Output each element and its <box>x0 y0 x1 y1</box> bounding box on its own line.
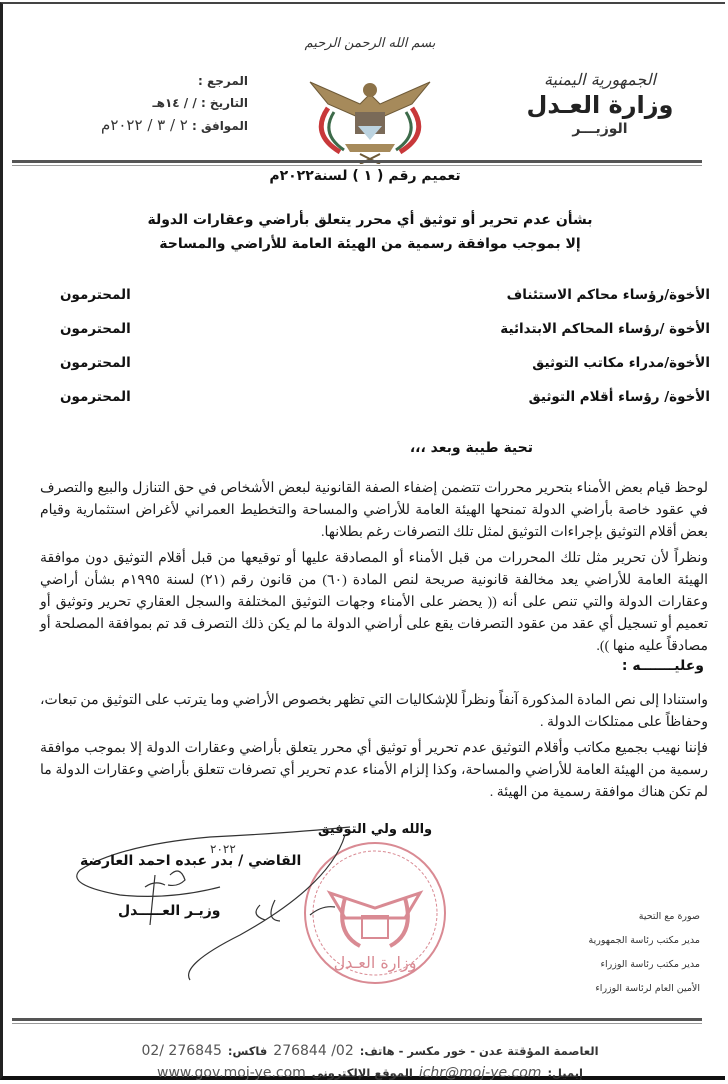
footer-fax: 02/ 276845 <box>141 1043 222 1059</box>
body-paragraph: لوحظ قيام بعض الأمناء بتحرير محررات تتضمن إضفاء الصفة القانونية لبعض الأشخاص في حق التنازل والبيع والتصرف في عقود خاصة بأراضي الدولة تمنحها الهيئة العامة للأراضي والمساحة والتخطيط العمراني لأغراض استثمارية وقيام بعض أقلام التوثيق بإجراءات التوثيق لمثل تلك التصرفات رغم بطلانها. <box>40 481 708 540</box>
honorific: المحترمون <box>60 389 131 405</box>
footer-fax-label: فاكس: <box>227 1044 268 1058</box>
gregorian-date-label: الموافق : <box>192 119 248 133</box>
footer-email-label: إيميل: <box>547 1066 583 1080</box>
cc-item: الأمين العام لرئاسة الوزراء <box>595 983 700 994</box>
circular-title: تعميم رقم ( ١ ) لسنة٢٠٢٢م <box>269 168 461 184</box>
cc-item: مدير مكتب رئاسة الوزراء <box>600 959 700 970</box>
cc-heading: صورة مع التحية <box>638 911 700 922</box>
closing-phrase: والله ولي التوفيق <box>318 822 433 837</box>
body-paragraph: ونظراً لأن تحرير مثل تلك المحررات من قبل الأمناء أو المصادقة عليها أو توقيعها من قبل أقلام التوثيق دون موافقة الهيئة العامة للأراضي يعد مخالفة قانونية صريحة لنص المادة (٦٠) من قانون رقم (٢١) لسنة ١٩٩٥م بشأن أراضي وعقارات الدولة والتي تنص على أنه (( يحضر على الأمناء وجهات التوثيق المختلفة والسجل العقاري تحرير وتوثيق أو تعميم أو تسجيل أي عقد من عقود التصرفات يقع على أراضي الدولة ما لم يكن ذلك التصرف قد تم بموافقة المصلحة أو مصادقاً عليه منها )). <box>40 551 708 654</box>
reference-label: المرجع : <box>198 74 248 88</box>
footer-web-line <box>80 1062 660 1084</box>
subject-line: إلا بموجب موافقة رسمية من الهيئة العامة للأراضي والمساحة <box>159 236 581 252</box>
hijri-date-row <box>28 92 248 114</box>
reference-row <box>28 70 248 92</box>
subject-block <box>140 208 600 256</box>
hence-label: وعليـــــــه : <box>621 658 704 674</box>
body-paragraph: واستنادا إلى نص المادة المذكورة آنفاً ونظراً للإشكاليات التي تظهر بخصوص الأراضي وما يترتب على التوثيق من تبعات، وحفاظاً على ممتلكات الدولة . <box>40 693 708 730</box>
honorific: المحترمون <box>60 355 131 371</box>
addressee-row <box>60 346 710 380</box>
hijri-date-value: / / ١٤هـ <box>152 96 197 110</box>
republic-name: الجمهورية اليمنية <box>543 70 656 89</box>
cc-item: مدير مكتب رئاسة الجمهورية <box>588 935 700 946</box>
handwritten-year: ٢٠٢٢ <box>210 842 236 856</box>
letterhead-ministry <box>500 70 700 137</box>
gregorian-date-value: ٢ / ٣ / ٢٠٢٢م <box>101 116 188 134</box>
signatory-name: القاضي / بدر عبده احمد العارضة <box>80 853 302 869</box>
addressee: الأخوة /رؤساء المحاكم الابتدائية <box>500 321 710 337</box>
yemen-emblem-icon <box>300 74 440 164</box>
footer-email-link[interactable]: ichr@moj-ye.com <box>418 1065 542 1081</box>
header-divider <box>12 160 702 166</box>
footer-address: العاصمة المؤقتة عدن - خور مكسر - هاتف: <box>359 1044 599 1058</box>
minister-label: الوزيـــر <box>572 121 628 137</box>
honorific: المحترمون <box>60 321 131 337</box>
subject-line: بشأن عدم تحرير أو توثيق أي محرر يتعلق بأراضي وعقارات الدولة <box>147 212 593 228</box>
footer-divider <box>12 1018 702 1024</box>
addressee-row <box>60 312 710 346</box>
addressee-row <box>60 380 710 414</box>
letterhead-reference-block <box>28 70 248 136</box>
ministry-name: وزارة العـدل <box>526 91 674 119</box>
footer-website-link[interactable]: www.gov.moj-ye.com <box>157 1065 306 1081</box>
letterhead-footer <box>80 1040 660 1084</box>
addressee: الأخوة/مدراء مكاتب التوثيق <box>532 355 710 371</box>
greeting: تحية طيبة وبعد ،،، <box>409 440 533 456</box>
footer-contact-line <box>80 1040 660 1062</box>
addressee: الأخوة/ رؤساء أقلام التوثيق <box>528 389 710 405</box>
honorific: المحترمون <box>60 287 131 303</box>
stamp-text: وزارة العـدل <box>333 953 417 972</box>
footer-phone: 276844 /02 <box>273 1043 354 1059</box>
addressee-list <box>60 278 710 414</box>
cc-list <box>530 905 700 1001</box>
gregorian-date-row <box>28 114 248 136</box>
basmala: بسم الله الرحمن الرحيم <box>304 36 436 51</box>
signatory-title: وزيـر العـــــدل <box>118 903 221 919</box>
addressee: الأخوة/رؤساء محاكم الاستئناف <box>506 287 710 303</box>
hijri-date-label: التاريخ : <box>200 96 248 110</box>
addressee-row <box>60 278 710 312</box>
footer-website-label: الموقع الإلكتروني <box>311 1066 413 1080</box>
body-paragraph: فإننا نهيب بجميع مكاتب وأقلام التوثيق عدم تحرير أو توثيق أي محرر يتعلق بأراضي وعقارات الدولة إلا بموجب موافقة رسمية من الهيئة العامة للأراضي والمساحة، وكذا إلزام الأمناء عدم تحرير أي تصرفات تتعلق بأراضي وعقارات الدولة ما لم تكن هناك موافقة رسمية من الهيئة . <box>40 741 708 800</box>
